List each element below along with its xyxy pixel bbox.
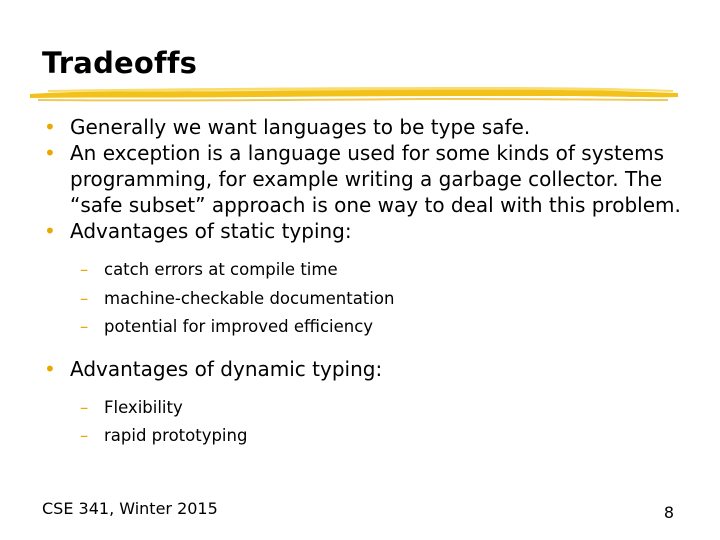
sub-list	[70, 256, 684, 342]
bullet-item	[44, 114, 684, 140]
dash-marker: –	[80, 317, 89, 336]
sub-list	[70, 394, 684, 451]
bullet-item	[44, 356, 684, 451]
bullet-marker: •	[44, 219, 56, 243]
sub-item	[80, 422, 684, 451]
sub-item	[80, 313, 684, 342]
bullet-text: Advantages of static typing:	[70, 219, 352, 243]
bullet-item	[44, 218, 684, 342]
dash-marker: –	[80, 426, 89, 445]
dash-marker: –	[80, 260, 89, 279]
page-number: 8	[663, 503, 674, 522]
sub-text: potential for improved efficiency	[104, 317, 374, 336]
sub-text: catch errors at compile time	[104, 260, 338, 279]
dash-marker: –	[80, 288, 89, 308]
title-underline-brushstroke	[28, 84, 680, 104]
sub-text: machine-checkable documentation	[104, 288, 395, 308]
dash-marker: –	[80, 397, 89, 417]
sub-text: Flexibility	[104, 397, 183, 417]
bullet-item	[44, 140, 684, 218]
bullet-list	[44, 114, 684, 465]
slide-footer: CSE 341, Winter 2015	[42, 499, 218, 518]
bullet-marker: •	[44, 115, 56, 139]
bullet-marker: •	[44, 141, 56, 165]
sub-item	[80, 285, 684, 314]
sub-item	[80, 256, 684, 285]
sub-text: rapid prototyping	[104, 426, 248, 445]
sub-item	[80, 394, 684, 423]
bullet-text: Generally we want languages to be type safe.	[70, 115, 531, 139]
slide-title: Tradeoffs	[42, 46, 198, 80]
bullet-text: Advantages of dynamic typing:	[70, 356, 383, 381]
bullet-marker: •	[44, 356, 56, 381]
bullet-text: An exception is a language used for some kinds of systems programming, for example writing a garbage collector. The “safe subset” approach is one way to deal with this problem.	[70, 141, 681, 217]
